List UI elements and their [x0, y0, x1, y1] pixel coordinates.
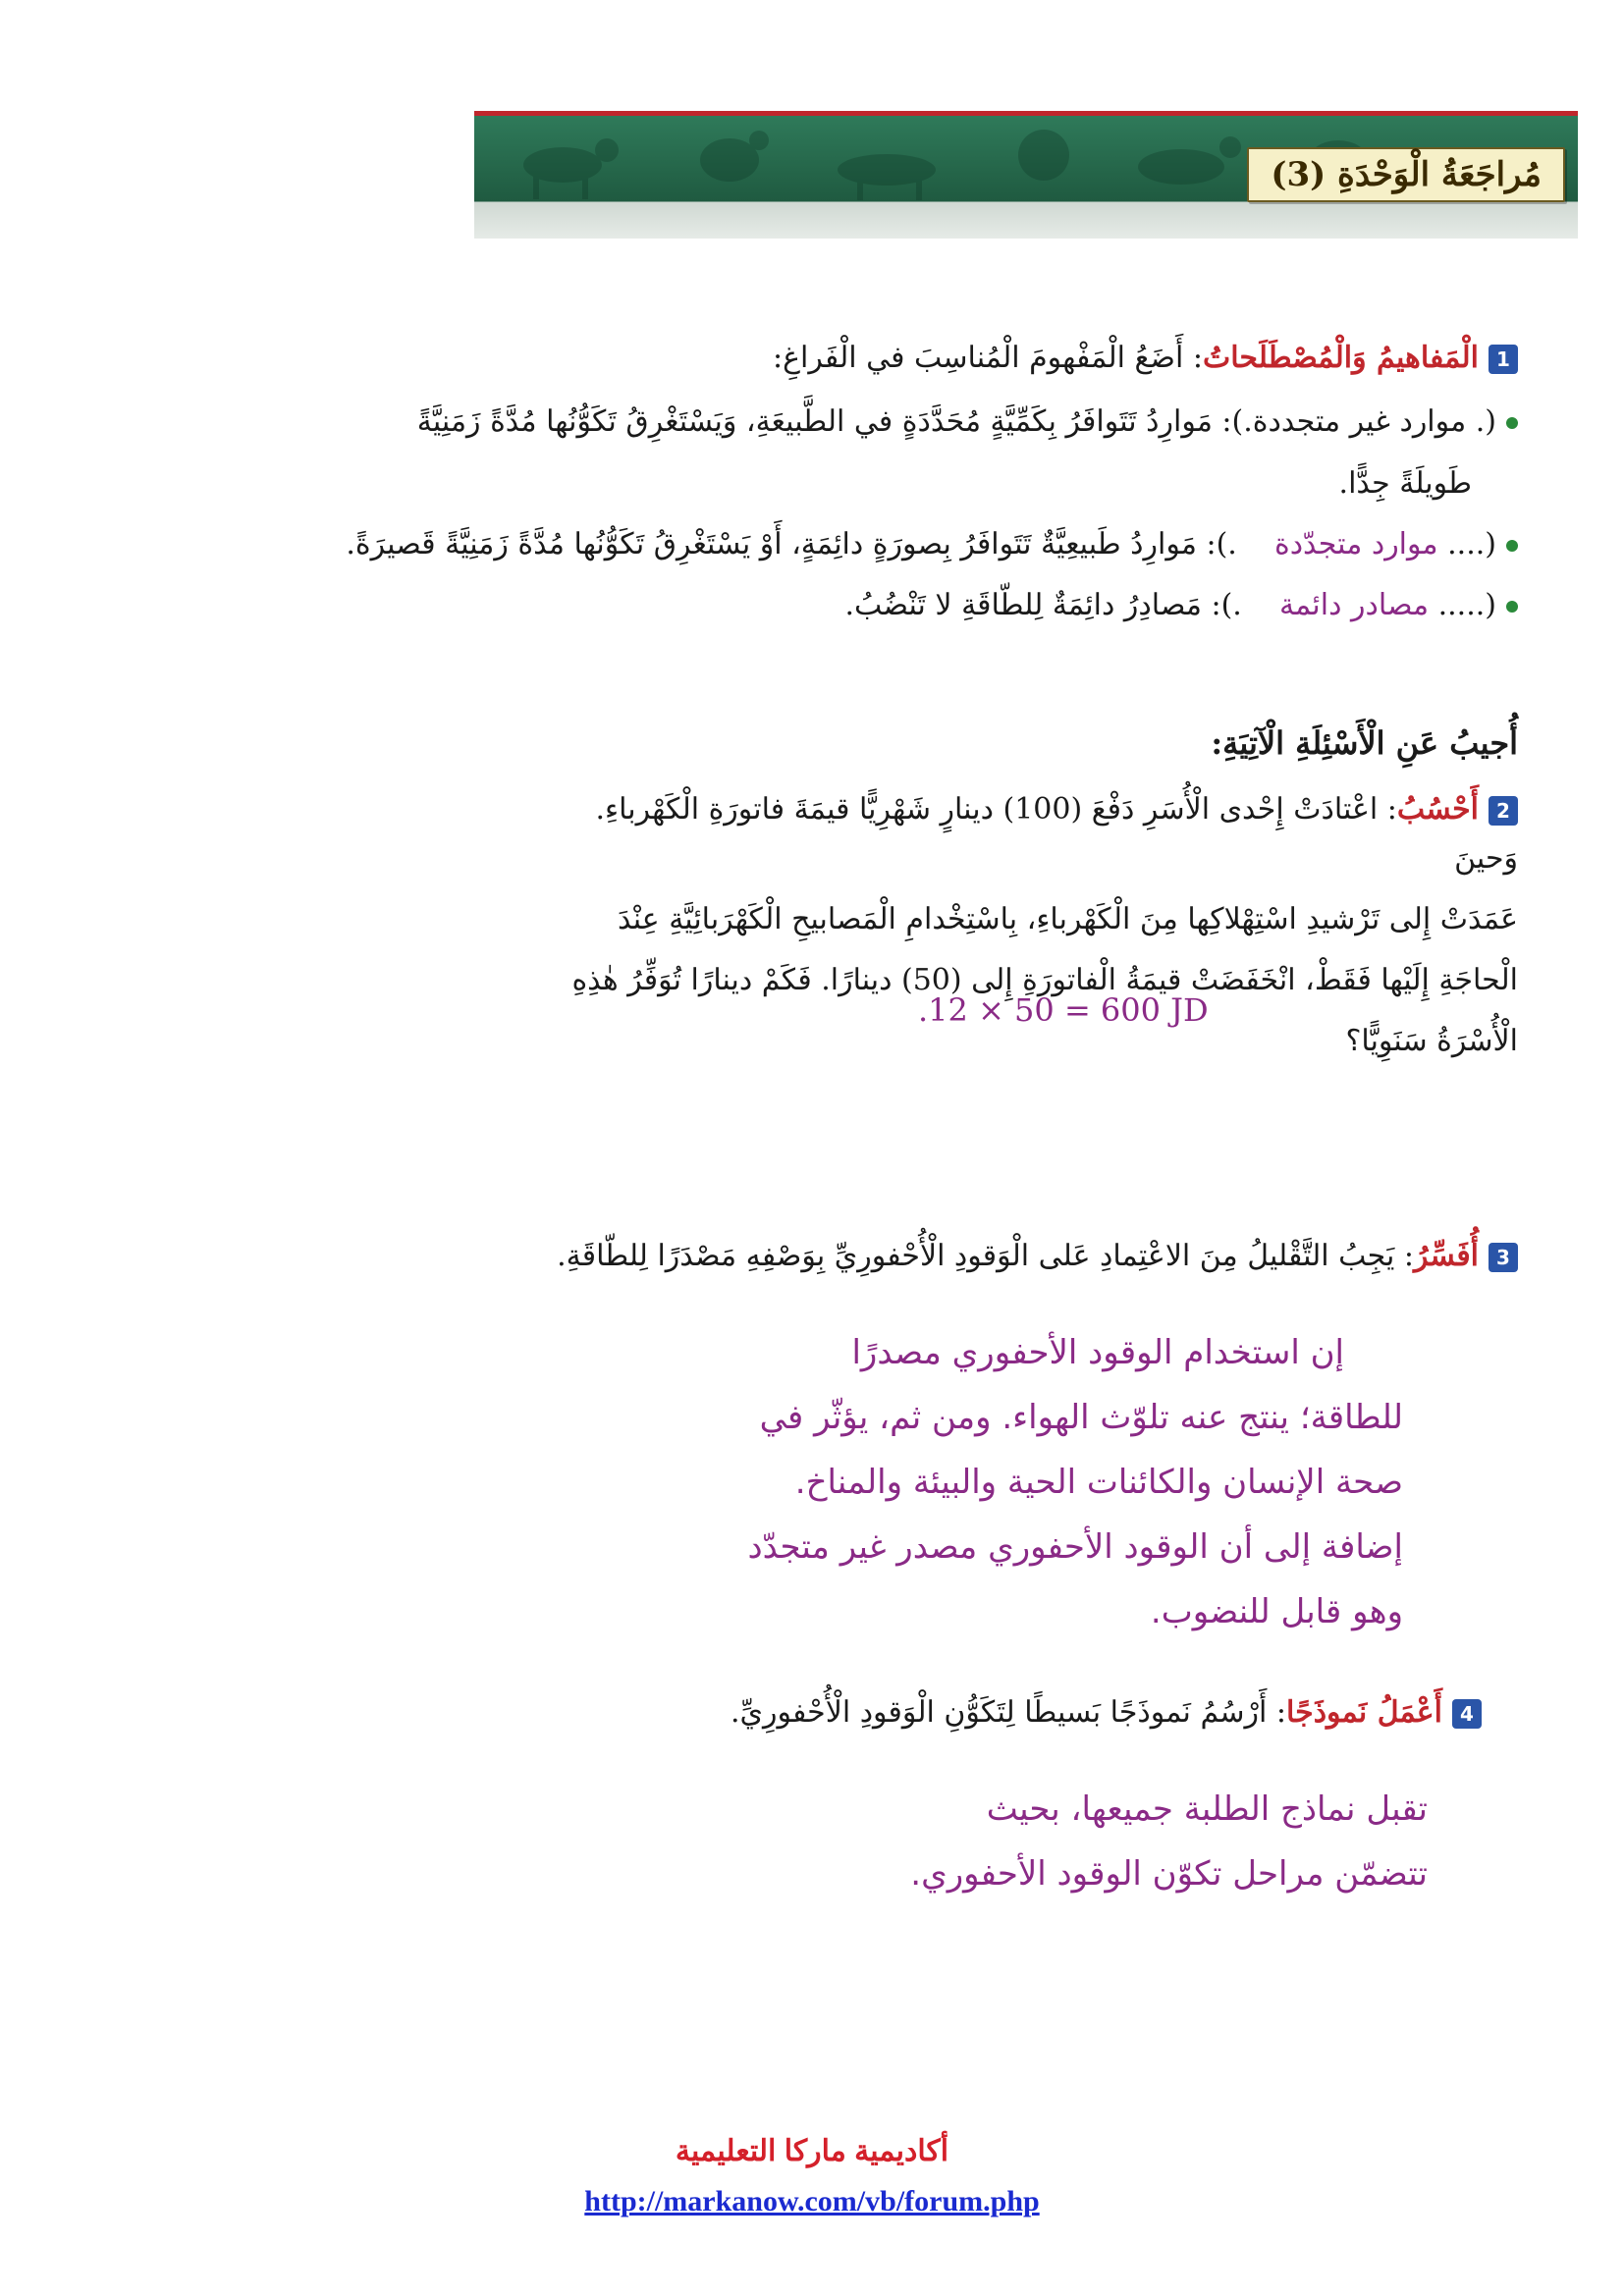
q3-answer-line: صحة الإنسان والكائنات الحية والبيئة والمناخ. [794, 1463, 1403, 1502]
q1-item-1-line2: طَويلَةً جِدًّا. [1338, 466, 1472, 501]
q2-text-line: : اعْتادَتْ إِحْدى الْأُسَرِ دَفْعَ (100) دينارٍ شَهْرِيًّا قيمَةَ فاتورَةِ الْكَهْرباءِ. وَحينَ [595, 792, 1518, 876]
q2-text-line: الْحاجَةِ إِلَيْها فَقَطْ، انْخَفَضَتْ قيمَةُ الْفاتورَةِ إِلى (50) دينارًا. فَكَمْ دينارًا تُوَفِّرُ هٰذِهِ [571, 963, 1518, 997]
q1-item-3 [271, 581, 1518, 630]
bullet-icon [1506, 417, 1518, 429]
q3-text: : يَجِبُ التَّقْليلُ مِنَ الاعْتِمادِ عَلى الْوَقودِ الْأُحْفورِيِّ بِوَصْفِهِ مَصْدَرًا لِلطّاقَةِ. [557, 1239, 1414, 1273]
q1-item-2-text: .): مَوارِدُ طَبيعِيَّةٌ تَتَوافَرُ بِصورَةٍ دائِمَةٍ، أَوْ يَسْتَغْرِقُ تَكَوُّنُها مُدَّةً زَمَنِيَّةً قَصيرَةً. [346, 527, 1237, 561]
q3-answer-line: وهو قابل للنضوب. [1150, 1592, 1403, 1631]
q2-text-line: الْأُسْرَةُ سَنَوِيًّا؟ [1345, 1024, 1518, 1058]
q3-label: أُفَسِّرُ [1414, 1239, 1479, 1273]
footer-link-container [0, 2185, 1624, 2218]
q1-item-1-line1: (. موارد غير متجددة.): مَوارِدُ تَتَوافَرُ بِكَمِّيَّةٍ مُحَدَّدَةٍ في الطَّبيعَةِ، وَيَسْتَغْرِقُ تَكَوُّنُها مُدَّةً زَمَنِيَّةً [416, 404, 1496, 439]
q1-instruction: : أَضَعُ الْمَفْهومَ الْمُناسِبَ في الْفَراغِ: [773, 341, 1203, 375]
q4-answer-line: تقبل نماذج الطلبة جميعها، بحيث [986, 1789, 1428, 1829]
q3-answer-line: إن استخدام الوقود الأحفوري مصدرًا [851, 1333, 1344, 1372]
question-number-badge: 2 [1489, 796, 1518, 826]
bullet-icon [1506, 540, 1518, 552]
q3-answer-line: إضافة إلى أن الوقود الأحفوري مصدر غير متجدّد [747, 1527, 1403, 1567]
question-number-badge: 1 [1489, 345, 1518, 374]
q3-heading [438, 1232, 1518, 1281]
q4-label: أَعْمَلُ نَموذَجًا [1286, 1695, 1442, 1730]
page-title: مُراجَعَةُ الْوَحْدَةِ (3) [1247, 147, 1565, 202]
q4-answer [740, 1777, 1428, 1906]
q4-text: : أَرْسُمُ نَموذَجًا بَسيطًا لِتَكَوُّنِ الْوَقودِ الْأُحْفورِيِّ. [730, 1695, 1287, 1730]
q1-heading [261, 334, 1518, 383]
q1-item-3-answer: مصادر دائمة [1278, 588, 1430, 622]
q1-label: الْمَفاهيمُ وَالْمُصْطَلَحاتُ [1202, 341, 1479, 375]
q1-item-2 [271, 520, 1518, 569]
q4-heading [598, 1688, 1482, 1737]
section-heading: أُجيبُ عَنِ الْأَسْئِلَةِ الْآتِيَةِ: [1211, 724, 1518, 762]
q1-item-2-answer: موارد متجدّدة [1273, 527, 1438, 561]
q4-answer-line: تتضمّن مراحل تكوّن الوقود الأحفوري. [910, 1854, 1428, 1894]
q1-item-2-prefix: (.... [1447, 527, 1496, 561]
q1-item-3-prefix: (..... [1437, 588, 1496, 622]
q2-answer: .12 × 50 = 600 JD [918, 991, 1209, 1029]
q1-item-3-text: .): مَصادِرُ دائِمَةٌ لِلطّاقَةِ لا تَنْضُبُ. [844, 588, 1242, 622]
q2-text-line: عَمَدَتْ إِلى تَرْشيدِ اسْتِهْلاكِها مِنَ الْكَهْرباءِ، بِاسْتِخْدامِ الْمَصابيحِ الْكَهْرَبائِيَّةِ عِنْدَ [617, 902, 1518, 936]
forum-link[interactable]: http://markanow.com/vb/forum.php [584, 2185, 1040, 2217]
q3-answer-line: للطاقة؛ ينتج عنه تلوّث الهواء. ومن ثم، يؤثّر في [759, 1398, 1403, 1437]
question-number-badge: 3 [1489, 1243, 1518, 1272]
q2-label: أَحْسُبُ [1396, 792, 1479, 827]
q2-line-1 [556, 785, 1518, 883]
question-number-badge: 4 [1452, 1699, 1482, 1729]
q1-item-1 [271, 398, 1518, 447]
academy-name: أكاديمية ماركا التعليمية [675, 2135, 949, 2167]
bullet-icon [1506, 601, 1518, 613]
q3-answer [696, 1320, 1403, 1644]
